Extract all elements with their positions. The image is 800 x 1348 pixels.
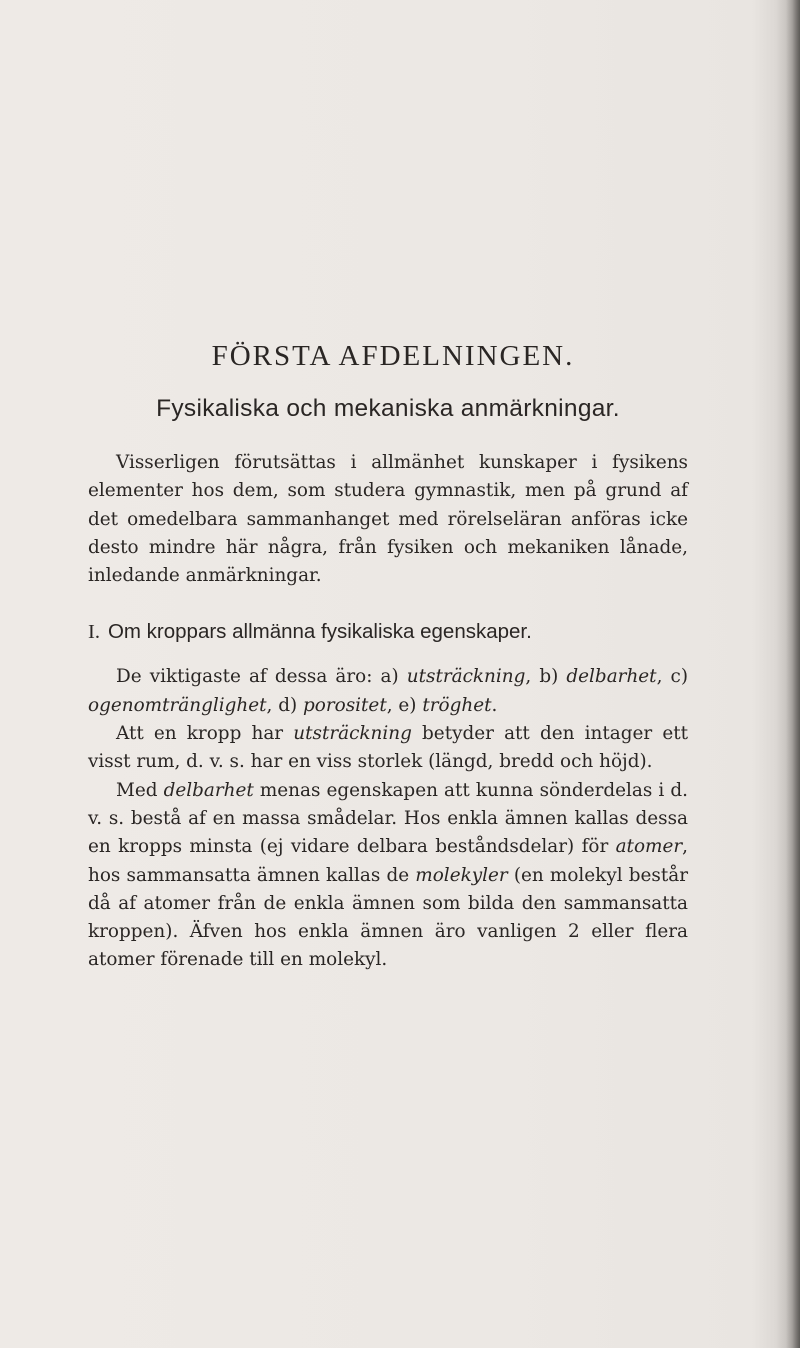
page-edge-shadow — [786, 0, 800, 1348]
chapter-subtitle: Fysikaliska och mekaniska anmärkningar. — [156, 395, 620, 422]
properties-sep: , d) — [266, 694, 304, 716]
property-inertia: tröghet — [422, 694, 492, 716]
divisibility-term: delbarhet — [163, 779, 254, 801]
properties-sep: , e) — [386, 694, 423, 716]
section-title: FÖRSTA AFDELNINGEN. — [211, 340, 575, 372]
divisibility-text: (en molekyl består då af atomer från de enkla ämnen som bilda den sammansatta kroppen). Äfven hos enkla ämnen äro vanligen 2 eller flera atomer förenade till en molekyl. — [88, 864, 688, 971]
property-extension: utsträckning — [406, 666, 526, 688]
extension-lead: Att en kropp har — [116, 723, 294, 745]
document-body — [88, 340, 688, 975]
properties-sep: , c) — [656, 666, 688, 688]
properties-end: . — [491, 694, 498, 716]
extension-term: utsträckning — [293, 723, 412, 745]
divisibility-text: menas egenskapen att kunna sönderdelas i d. v. s. bestå af en massa smådelar. Hos enkla ämnen kallas dessa en kropps minsta (ej vidare delbara beståndsdelar) för — [88, 779, 688, 858]
properties-lead: De viktigaste af dessa äro: a) — [116, 666, 407, 688]
extension-rest: betyder att den intager ett visst rum, d. v. s. har en viss storlek (längd, bredd och höjd). — [88, 723, 688, 773]
intro-paragraph: Visserligen förutsättas i allmänhet kunskaper i fysikens elementer hos dem, som studera gymnastik, men på grund af det omedelbara sammanhanget med rörelseläran anföras icke desto mindre här några, från fysiken och mekaniken lånade, inledande anmärkningar. — [88, 452, 688, 587]
divisibility-lead: Med — [116, 779, 164, 801]
molecules-term: molekyler — [415, 864, 508, 886]
section-heading — [88, 620, 688, 644]
property-porosity: porositet — [303, 694, 387, 716]
properties-sep: , b) — [525, 666, 567, 688]
atoms-term: atomer — [615, 836, 683, 858]
heading-title: Om kroppars allmänna fysikaliska egenskaper. — [107, 620, 532, 644]
property-impenetrability: ogenomtränglighet — [88, 694, 267, 716]
divisibility-text: , hos sammansatta ämnen kallas de — [88, 836, 688, 886]
divisibility-paragraph — [88, 777, 688, 975]
property-divisibility: delbarhet — [566, 666, 657, 688]
heading-number: I. — [88, 621, 100, 644]
properties-paragraph — [88, 663, 688, 720]
extension-paragraph — [88, 720, 688, 777]
